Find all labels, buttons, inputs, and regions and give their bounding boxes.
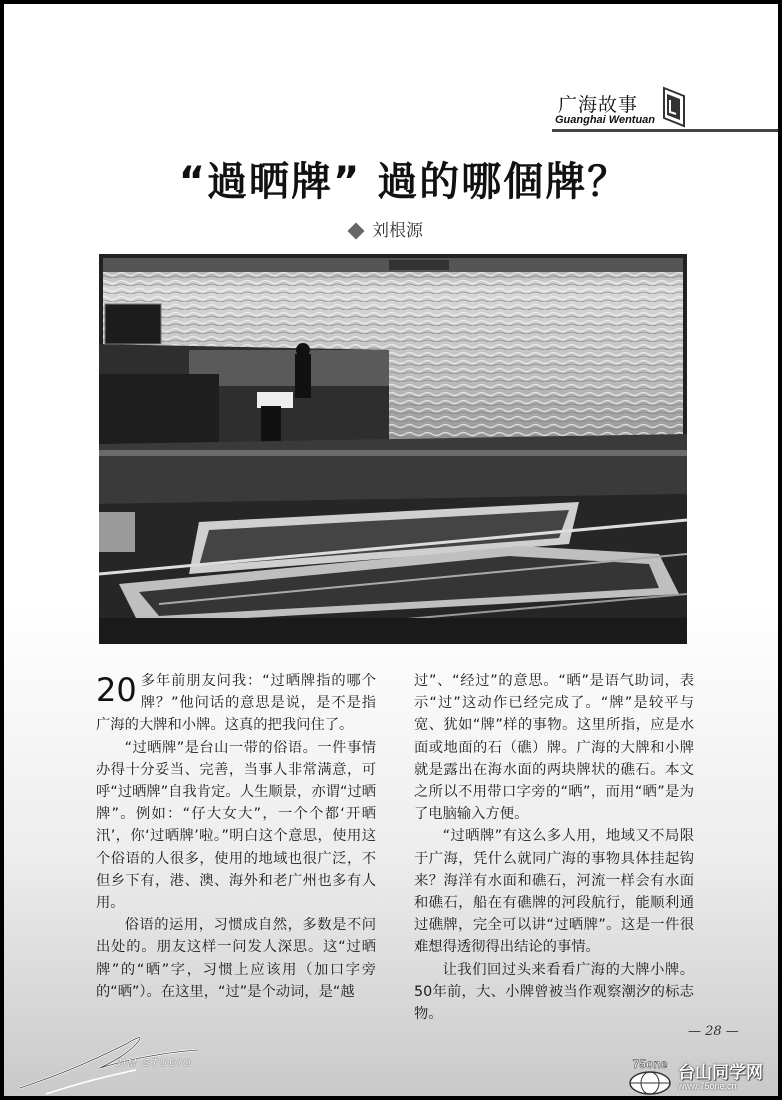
article-paragraph: 20 多年前朋友问我：“过晒牌指的哪个牌？”他问话的意思是说，是不是指广海的大牌和小牌。这真的把我问住了。 (96, 671, 376, 734)
article-paragraph: 让我们回过头来看看广海的大牌小牌。50年前，大、小牌曾被当作观察潮汐的标志物。 (414, 961, 694, 1023)
section-rule (552, 129, 778, 132)
article-paragraph: “过晒牌”有这么多人用，地域又不局限于广海，凭什么就同广海的事物具体挂起钩来？海洋有水面和礁石，河流一样会有水面和礁石，船在有礁牌的河段航行，能顺利通过礁牌，完全可以讲“过晒牌”。这是一件很难想得透彻得出结论的事情。 (414, 828, 694, 956)
article-paragraph: 俗语的运用，习惯成自然，多数是不问出处的。朋友这样一问发人深思。这“过晒牌”的“晒”字，习惯上应该用（加口字旁的“晒”）。在这里，“过”是个动词，是“越 (96, 917, 376, 1000)
logo-text: 75one (632, 1057, 668, 1071)
byline (350, 216, 423, 241)
magazine-page (4, 4, 778, 1096)
author-name: 刘根源 (372, 221, 423, 241)
diamond-icon (348, 223, 365, 240)
article-title: “過晒牌” 過的哪個牌？ (178, 159, 630, 205)
section-title: 广海故事 (558, 94, 639, 116)
article-column-right (414, 670, 694, 1025)
page-number: — 28 — (688, 1024, 739, 1039)
harbor-photo (99, 254, 687, 644)
globe-logo-icon (626, 1056, 674, 1096)
page-corner-icon (662, 86, 686, 128)
studio-name: JIM STUDIO (116, 1058, 193, 1069)
drop-cap: 20 (96, 671, 137, 709)
section-header (552, 86, 778, 136)
site-name: 台山同学网 (678, 1063, 763, 1083)
article-column-left (96, 670, 376, 1003)
section-subtitle: Guanghai Wentuan (555, 114, 656, 126)
site-watermark (626, 1056, 778, 1096)
site-url: www.75one.cn (678, 1081, 737, 1091)
article-paragraph: “过晒牌”是台山一带的俗语。一件事情办得十分妥当、完善，当事人非常满意，可呼“过晒牌”自我肯定。人生顺景，亦谓“过晒牌”。例如：“仔大女大”，一个个都‘开晒汛’，你‘过晒牌’啦。”明白这个意思，使用这个俗语的人很多，使用的地域也很广泛，不但乡下有，港、澳、海外和老广州也多有人用。 (96, 739, 376, 912)
article-paragraph: 过”、“经过”的意思。“晒”是语气助词，表示“过”这动作已经完成了。“牌”是较平与宽、犹如“牌”样的事物。这里所指，应是水面或地面的石（礁）牌。广海的大牌和小牌就是露出在海水面的两块牌状的礁石。本文之所以不用带口字旁的“晒”，而用“晒”是为了电脑输入方便。 (414, 673, 694, 823)
